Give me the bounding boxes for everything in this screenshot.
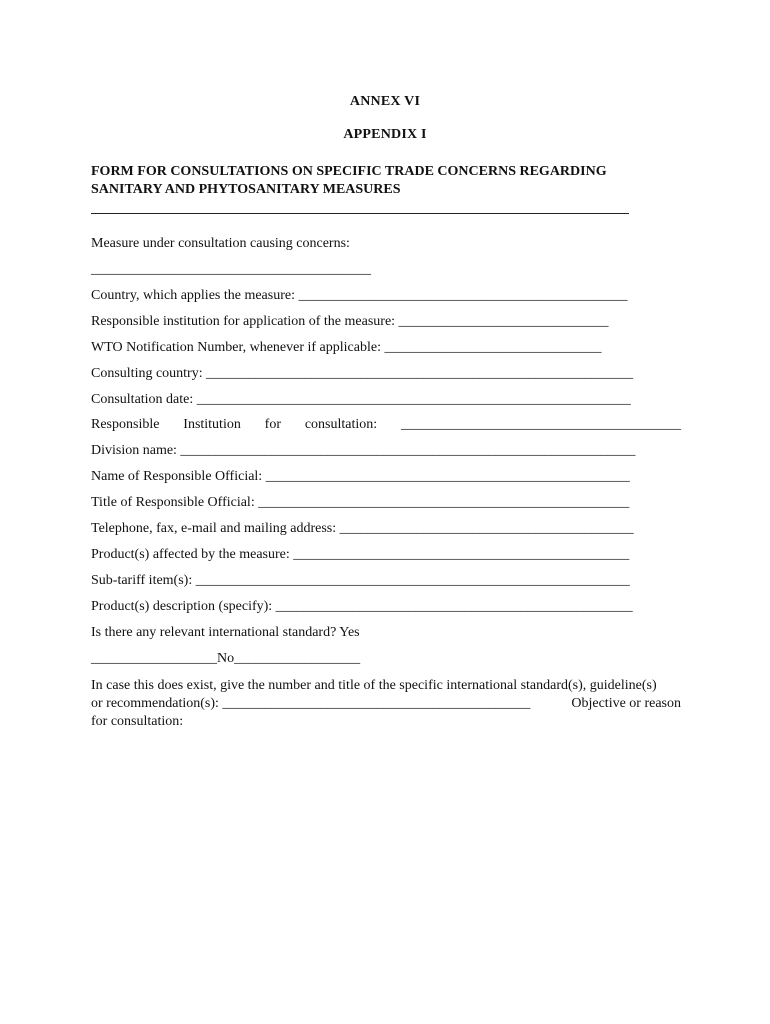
institution-consultation-field[interactable] — [91, 416, 681, 434]
official-title-field[interactable]: Title of Responsible Official: _____________________________________________________ — [91, 495, 630, 510]
intl-standard-question: Is there any relevant international standard? Yes — [91, 625, 360, 640]
consultation-date-field[interactable]: Consultation date: ______________________________________________________________ — [91, 392, 631, 407]
institution-consultation-word-2: Institution — [183, 417, 241, 432]
products-affected-field[interactable]: Product(s) affected by the measure: ________________________________________________ — [91, 547, 630, 562]
title-divider — [91, 213, 629, 214]
form-title-line-1: FORM FOR CONSULTATIONS ON SPECIFIC TRADE CONCERNS REGARDING — [91, 164, 607, 179]
institution-consultation-word-3: for — [264, 417, 281, 432]
objective-label: Objective or reason — [571, 696, 681, 711]
contact-field[interactable]: Telephone, fax, e-mail and mailing address: __________________________________________ — [91, 521, 634, 536]
standard-paragraph-line-1: In case this does exist, give the number and title of the specific international standard(s), guideline(s) — [91, 678, 657, 693]
product-description-field[interactable]: Product(s) description (specify): ___________________________________________________ — [91, 599, 633, 614]
measure-field[interactable]: ________________________________________ — [91, 262, 371, 277]
institution-application-field[interactable]: Responsible institution for application of the measure: ______________________________ — [91, 314, 609, 329]
institution-consultation-word-1: Responsible — [91, 417, 160, 432]
consulting-country-field[interactable]: Consulting country: _____________________________________________________________ — [91, 366, 634, 381]
form-title-line-2: SANITARY AND PHYTOSANITARY MEASURES — [91, 182, 401, 197]
consultation-reason-field[interactable]: for consultation: — [91, 714, 187, 729]
sub-tariff-field[interactable]: Sub-tariff item(s): ______________________________________________________________ — [91, 573, 630, 588]
country-field[interactable]: Country, which applies the measure: _______________________________________________ — [91, 288, 628, 303]
wto-notification-field[interactable]: WTO Notification Number, whenever if applicable: _______________________________ — [91, 340, 602, 355]
recommendations-field[interactable]: or recommendation(s): ____________________________________________ — [91, 696, 531, 711]
annex-heading: ANNEX VI — [349, 94, 421, 109]
standard-paragraph — [91, 677, 681, 731]
form-title — [91, 163, 651, 199]
appendix-heading: APPENDIX I — [343, 127, 427, 142]
measure-label: Measure under consultation causing concerns: — [91, 236, 350, 251]
official-name-field[interactable]: Name of Responsible Official: ____________________________________________________ — [91, 469, 630, 484]
standard-paragraph-line-2[interactable] — [91, 695, 681, 713]
institution-consultation-word-4: consultation: — [304, 417, 378, 432]
division-name-field[interactable]: Division name: _________________________________________________________________ — [91, 443, 636, 458]
institution-consultation-blank[interactable]: ________________________________________ — [400, 417, 681, 432]
yes-no-field[interactable]: __________________No__________________ — [91, 651, 361, 666]
